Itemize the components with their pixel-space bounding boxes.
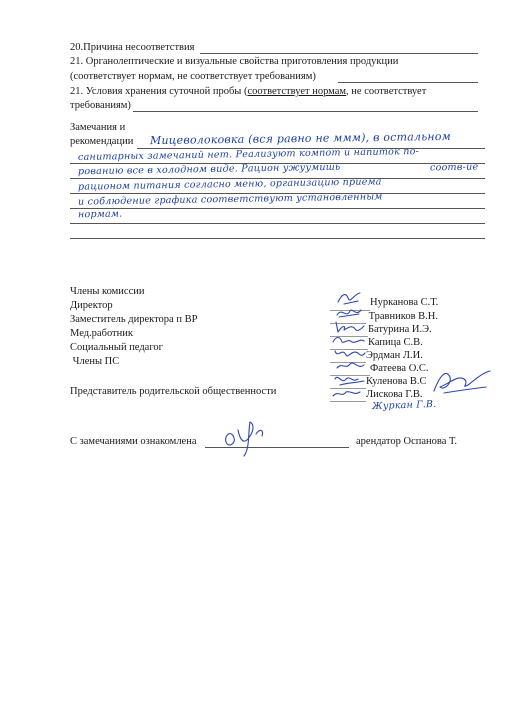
parent-signature: [430, 365, 494, 397]
item-21a-line: [338, 82, 478, 83]
remarks-line-6: [70, 223, 485, 224]
item-20-line: [200, 53, 478, 54]
remarks-line-7: [70, 238, 485, 239]
handwritten-remark-4: рационом питания согласно меню, организацию приема: [77, 176, 382, 193]
handwritten-remark-6: нормам.: [77, 208, 123, 221]
member-name-2: Травников В.Н.: [366, 311, 438, 322]
role-director: Директор: [70, 300, 113, 311]
member-name-6: Фатеева О.С.: [370, 363, 429, 374]
commission-heading: Члены комиссии: [70, 286, 145, 297]
handwritten-member-name: Журкан Г.В.: [371, 398, 437, 413]
handwritten-remark-5: и соблюдение графика соответствуют установленным: [77, 191, 383, 208]
parent-representative: Представитель родительской общественности: [70, 386, 277, 397]
item-21b-line: [133, 111, 478, 112]
member-name-3: Батурина И.Э.: [368, 324, 432, 335]
item-21a-line2: (соответствует нормам, не соответствует требованиям): [70, 71, 316, 82]
handwritten-remark-3: рованию все в холодном виде. Рацион ужуумишь: [77, 161, 341, 178]
member-name-8: Лискова Г.В.: [366, 389, 423, 400]
item-21b-prefix: 21. Условия хранения суточной пробы (: [70, 86, 248, 97]
member-name-5: Эрдман Л.И.: [366, 350, 423, 361]
handwritten-remark-2: санитарных замечаний нет. Реализуют компот и напиток по-: [77, 146, 420, 163]
handwritten-remark-1: Мицеволоковка (вся равно не ммм), в остальном: [149, 129, 452, 148]
acknowledgement-label: С замечаниями ознакомлена: [70, 436, 197, 447]
item-21b-suffix: , не соответствует: [346, 86, 427, 97]
item-21b-underlined: соответствует нормам: [247, 86, 347, 97]
role-social-pedagogue: Социальный педагог: [70, 342, 163, 353]
signature-8: [330, 386, 364, 402]
item-20-label: 20.Причина несоответствия: [70, 42, 195, 53]
remarks-line-5: [70, 208, 485, 209]
tenant-signature: [220, 420, 270, 460]
member-name-7: Куленова В.С: [366, 376, 427, 387]
role-deputy-director: Заместитель директора п ВР: [70, 314, 198, 325]
handwritten-remark-3b: соотв-ие: [429, 161, 479, 174]
item-21b-line2: требованиям): [70, 100, 131, 111]
role-ps-members: Члены ПС: [70, 356, 120, 367]
item-21a-line1: 21. Органолептические и визуальные свойства приготовления продукции: [70, 56, 399, 67]
member-name-1: Нурканова С.Т.: [370, 297, 439, 308]
member-name-4: Капица С.В.: [368, 337, 423, 348]
tenant-name: арендатор Оспанова Т.: [356, 436, 457, 447]
item-21b-line1: [70, 86, 426, 98]
remarks-label-2: рекомендации: [70, 136, 134, 147]
remarks-label-1: Замечания и: [70, 122, 126, 133]
role-medic: Мед.работник: [70, 328, 133, 339]
